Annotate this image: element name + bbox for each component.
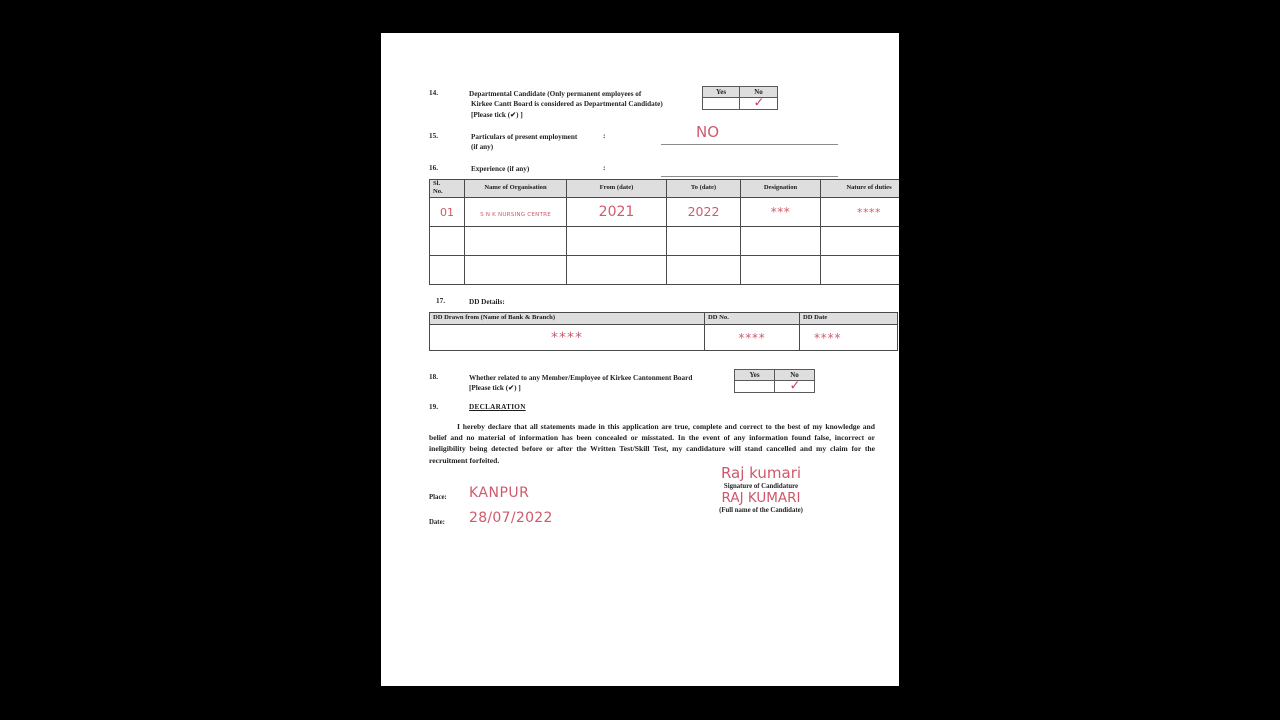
dd-cell-dd-no[interactable] bbox=[705, 325, 800, 351]
experience-row0-to-date[interactable] bbox=[667, 197, 741, 226]
application-form-page2 bbox=[381, 33, 899, 686]
signature-caption: Signature of Candidature bbox=[723, 483, 799, 490]
item18-yes-header: Yes bbox=[735, 370, 775, 381]
experience-table-head bbox=[430, 180, 900, 198]
full-name-value: RAJ KUMARI bbox=[721, 490, 801, 506]
item18-no-cell[interactable] bbox=[775, 377, 815, 393]
experience-header-sl-no bbox=[430, 180, 465, 198]
dd-no-value: **** bbox=[738, 330, 766, 345]
item18-yes-no-value-row bbox=[735, 381, 815, 393]
dd-details-table-head bbox=[430, 313, 898, 325]
date-value: 28/07/2022 bbox=[469, 510, 553, 526]
item15-answer-rule bbox=[661, 144, 838, 145]
dd-header-bank-branch: DD Drawn from (Name of Bank & Branch) bbox=[430, 313, 705, 325]
item19-number: 19. bbox=[429, 403, 438, 411]
experience-row0-designation-value: *** bbox=[770, 204, 791, 219]
experience-row2-sl-no[interactable] bbox=[430, 255, 465, 284]
dd-details-header-row bbox=[430, 313, 898, 325]
signature-value: Raj kumari bbox=[720, 464, 802, 482]
experience-row1-designation[interactable] bbox=[741, 226, 821, 255]
full-name-caption: (Full name of the Candidate) bbox=[719, 507, 803, 514]
table-row[interactable] bbox=[430, 255, 900, 284]
experience-header-sl-line2: No. bbox=[433, 188, 443, 196]
checkmark-icon: ✓ bbox=[753, 94, 765, 110]
experience-row1-nature-of-duties[interactable] bbox=[821, 226, 900, 255]
table-row[interactable] bbox=[430, 226, 900, 255]
experience-row1-from-date[interactable] bbox=[567, 226, 667, 255]
experience-row0-organisation[interactable] bbox=[465, 197, 567, 226]
experience-row1-organisation[interactable] bbox=[465, 226, 567, 255]
experience-header-organisation: Name of Organisation bbox=[465, 180, 567, 198]
experience-row0-sl-no-value: 01 bbox=[440, 205, 454, 219]
experience-row0-sl-no[interactable] bbox=[430, 197, 465, 226]
experience-row0-to-date-value: 2022 bbox=[687, 203, 720, 219]
experience-table[interactable] bbox=[429, 179, 899, 285]
item14-label-line2: Kirkee Cantt Board is considered as Departmental Candidate) bbox=[471, 100, 663, 109]
dd-header-dd-date: DD Date bbox=[800, 313, 898, 325]
item14-yes-no-table[interactable] bbox=[702, 86, 778, 110]
table-row[interactable] bbox=[430, 197, 900, 226]
item14-yes-no-header-row bbox=[703, 87, 778, 98]
dd-bank-branch-value: **** bbox=[551, 329, 583, 346]
item18-yes-cell[interactable] bbox=[735, 381, 775, 393]
item18-label-line1: Whether related to any Member/Employee of Kirkee Cantonment Board bbox=[469, 374, 693, 382]
experience-header-from-date: From (date) bbox=[567, 180, 667, 198]
item16-number: 16. bbox=[429, 164, 438, 172]
experience-header-nature-of-duties: Nature of duties bbox=[821, 180, 900, 198]
checkmark-icon: ✓ bbox=[789, 377, 801, 393]
item15-answer-value: NO bbox=[696, 123, 720, 141]
dd-details-table[interactable] bbox=[429, 312, 898, 351]
item15-number: 15. bbox=[429, 132, 438, 140]
signature-block bbox=[681, 465, 841, 515]
item14-no-cell[interactable] bbox=[740, 94, 778, 110]
place-value: KANPUR bbox=[469, 485, 530, 501]
experience-row2-organisation[interactable] bbox=[465, 255, 567, 284]
item17-number: 17. bbox=[436, 297, 445, 305]
item14-number: 14. bbox=[429, 89, 438, 97]
item16-answer-rule bbox=[661, 176, 838, 177]
experience-row0-nature-value: **** bbox=[857, 205, 881, 219]
experience-row0-from-date[interactable] bbox=[567, 197, 667, 226]
experience-header-sl-line1: Sl. bbox=[433, 180, 441, 187]
experience-header-to-date: To (date) bbox=[667, 180, 741, 198]
item16-colon: : bbox=[603, 164, 606, 172]
experience-row2-to-date[interactable] bbox=[667, 255, 741, 284]
item18-label-line2: [Please tick (✔) ] bbox=[469, 384, 521, 393]
experience-row1-sl-no[interactable] bbox=[430, 226, 465, 255]
dd-header-dd-no: DD No. bbox=[705, 313, 800, 325]
declaration-heading: DECLARATION bbox=[469, 403, 526, 411]
item15-label-line2: (if any) bbox=[471, 143, 494, 152]
experience-row2-designation[interactable] bbox=[741, 255, 821, 284]
item18-yes-no-header-row bbox=[735, 370, 815, 381]
experience-row1-to-date[interactable] bbox=[667, 226, 741, 255]
dd-cell-dd-date[interactable] bbox=[800, 325, 898, 351]
declaration-paragraph bbox=[429, 421, 875, 466]
item15-label-line1: Particulars of present employment bbox=[471, 133, 578, 141]
item18-yes-no-table[interactable] bbox=[734, 369, 815, 393]
dd-details-table-body bbox=[430, 325, 898, 351]
dd-cell-bank-branch[interactable] bbox=[430, 325, 705, 351]
place-label: Place: bbox=[429, 494, 447, 501]
item18-number: 18. bbox=[429, 373, 438, 381]
experience-row0-designation[interactable] bbox=[741, 197, 821, 226]
experience-row0-from-date-value: 2021 bbox=[598, 203, 635, 220]
experience-row0-organisation-value: S N K NURSING CENTRE bbox=[480, 211, 551, 218]
experience-row0-nature-of-duties[interactable] bbox=[821, 197, 900, 226]
dd-date-value: **** bbox=[814, 330, 842, 345]
item14-yes-cell[interactable] bbox=[703, 98, 740, 110]
date-label: Date: bbox=[429, 519, 445, 526]
table-row[interactable] bbox=[430, 325, 898, 351]
item18-no-header: No bbox=[775, 370, 815, 381]
experience-row2-from-date[interactable] bbox=[567, 255, 667, 284]
item14-yes-no-value-row bbox=[703, 98, 778, 110]
item14-label-line1: Departmental Candidate (Only permanent employees of bbox=[469, 90, 642, 98]
experience-header-designation: Designation bbox=[741, 180, 821, 198]
item14-yes-header: Yes bbox=[703, 87, 740, 98]
item17-label: DD Details: bbox=[469, 298, 505, 306]
item16-label: Experience (if any) bbox=[471, 165, 530, 173]
declaration-text: I hereby declare that all statements made in this application are true, complete and correct to the best of my knowledge and belief and no material of information has been concealed or misstated. In the event of any information found false, incorrect or ineligibility being detected before or after the Written Test/Skill Test, my candidature will stand cancelled and my claim for the recruitment forfeited. bbox=[429, 422, 875, 465]
item15-colon: : bbox=[603, 132, 606, 140]
experience-table-body bbox=[430, 197, 900, 284]
item14-label-line3: [Please tick (✔) ] bbox=[471, 110, 523, 119]
item14-no-header: No bbox=[740, 87, 778, 98]
experience-header-row bbox=[430, 180, 900, 198]
experience-row2-nature-of-duties[interactable] bbox=[821, 255, 900, 284]
document-page bbox=[381, 33, 899, 686]
